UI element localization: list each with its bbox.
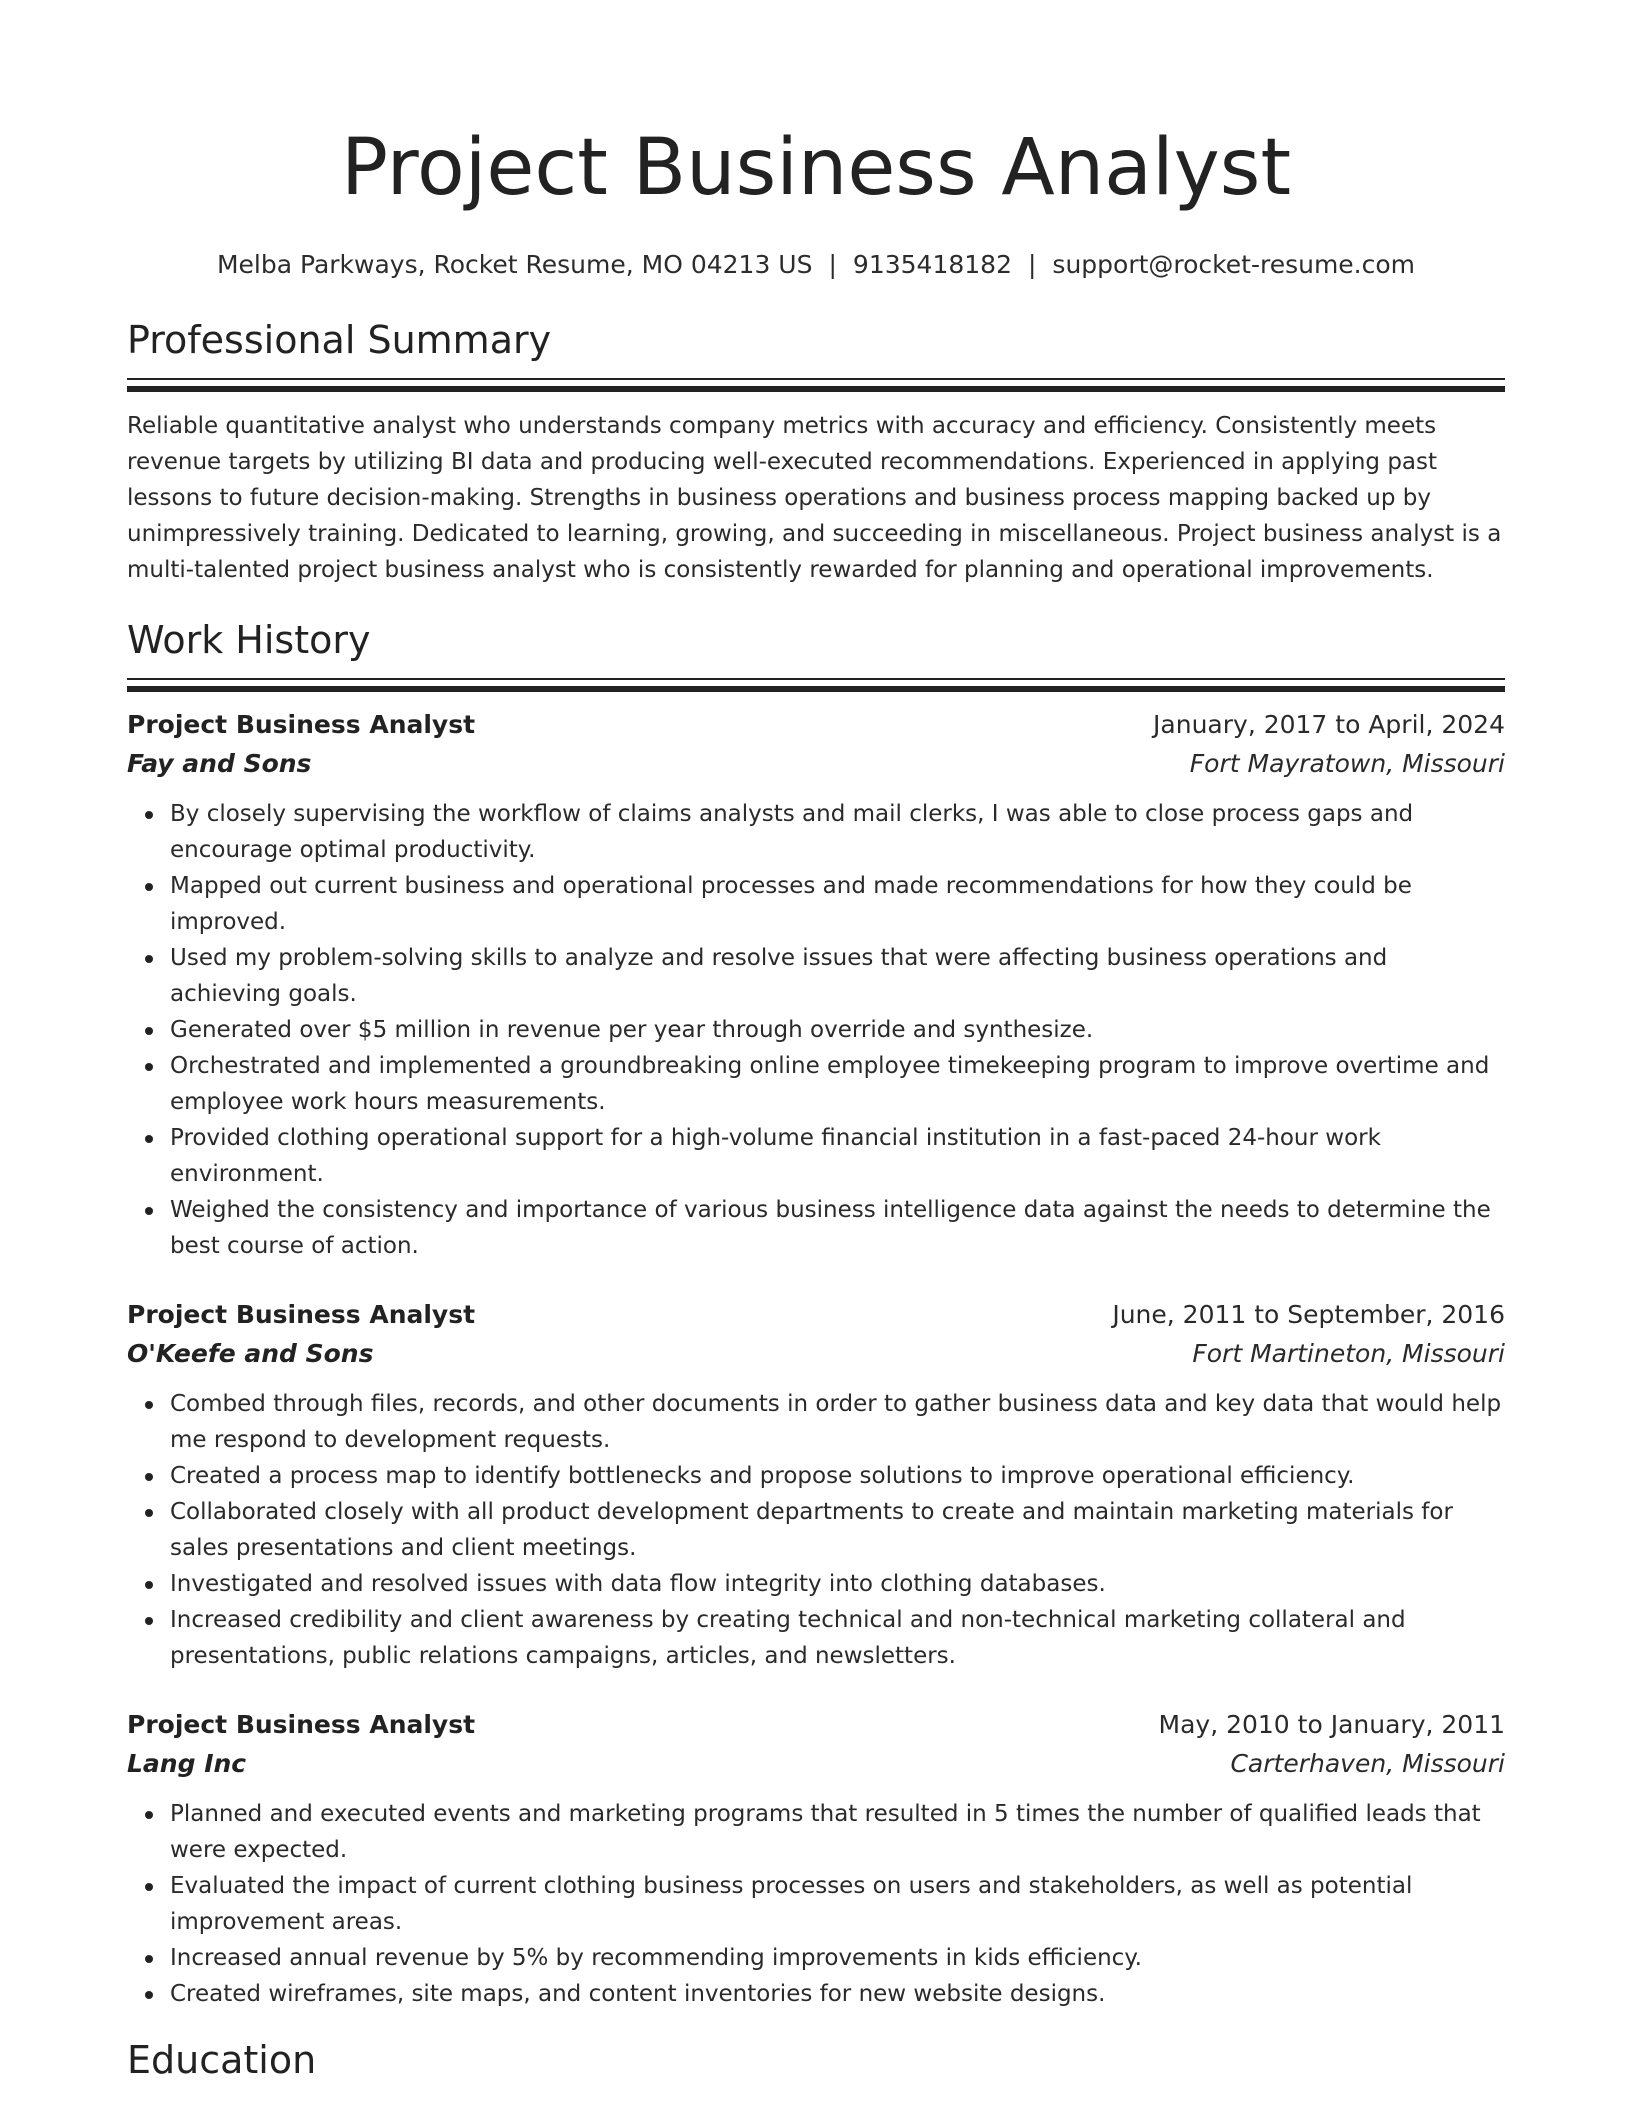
job-location: Fort Martineton, Missouri: [1192, 1339, 1505, 1368]
job-company: Lang Inc: [127, 1749, 247, 1778]
job-entry: [127, 1296, 1505, 1674]
job-location: Fort Mayratown, Missouri: [1189, 749, 1505, 778]
job-bullet: Increased credibility and client awareness by creating technical and non-technical marketing collateral and presentations, public relations campaigns, articles, and newsletters.: [170, 1602, 1505, 1674]
section-divider: [127, 678, 1505, 692]
job-bullet: Combed through files, records, and other documents in order to gather business data and key data that would help me respond to development requests.: [170, 1386, 1505, 1458]
divider-thick-line: [127, 386, 1505, 392]
divider-thick-line: [127, 686, 1505, 692]
job-company: Fay and Sons: [127, 749, 312, 778]
job-bullet: By closely supervising the workflow of claims analysts and mail clerks, I was able to close process gaps and encourage optimal productivity.: [170, 796, 1505, 868]
job-title: Project Business Analyst: [127, 1710, 476, 1739]
job-company-row: [127, 1334, 1505, 1374]
job-company-row: [127, 744, 1505, 784]
contact-email: support@rocket-resume.com: [1052, 250, 1416, 279]
job-bullet-list: [127, 1796, 1505, 2012]
job-bullet: Investigated and resolved issues with data flow integrity into clothing databases.: [170, 1566, 1505, 1602]
job-bullet-list: [127, 1386, 1505, 1674]
section-heading-work-history: Work History: [127, 618, 371, 662]
job-entry: [127, 1706, 1505, 2012]
job-company: O'Keefe and Sons: [127, 1339, 374, 1368]
job-bullet: Provided clothing operational support for a high-volume financial institution in a fast-paced 24-hour work environment.: [170, 1120, 1505, 1192]
job-bullet: Created wireframes, site maps, and content inventories for new website designs.: [170, 1976, 1505, 2012]
job-bullet: Mapped out current business and operational processes and made recommendations for how they could be improved.: [170, 868, 1505, 940]
education-section: [127, 2036, 1505, 2084]
divider-thin-line: [127, 678, 1505, 680]
contact-address: Melba Parkways, Rocket Resume, MO 04213 US: [216, 250, 813, 279]
job-bullet: Created a process map to identify bottlenecks and propose solutions to improve operational efficiency.: [170, 1458, 1505, 1494]
job-bullet: Collaborated closely with all product development departments to create and maintain marketing materials for sales presentations and client meetings.: [170, 1494, 1505, 1566]
job-location: Carterhaven, Missouri: [1230, 1749, 1505, 1778]
section-heading-summary: Professional Summary: [127, 318, 552, 362]
section-heading-education: Education: [127, 2038, 317, 2082]
job-company-row: [127, 1744, 1505, 1784]
job-dates: January, 2017 to April, 2024: [1153, 710, 1505, 739]
job-title: Project Business Analyst: [127, 1300, 476, 1329]
job-bullet-list: [127, 796, 1505, 1264]
job-dates: June, 2011 to September, 2016: [1112, 1300, 1505, 1329]
job-dates: May, 2010 to January, 2011: [1158, 1710, 1505, 1739]
job-entry: [127, 706, 1505, 1264]
professional-summary-section: [127, 316, 1505, 588]
job-bullet: Weighed the consistency and importance of various business intelligence data against the needs to determine the best course of action.: [170, 1192, 1505, 1264]
job-bullet: Evaluated the impact of current clothing business processes on users and stakeholders, as well as potential improvement areas.: [170, 1868, 1505, 1940]
contact-line: [127, 248, 1505, 282]
divider-thin-line: [127, 378, 1505, 380]
job-header-row: [127, 1706, 1505, 1744]
job-bullet: Planned and executed events and marketing programs that resulted in 5 times the number of qualified leads that were expected.: [170, 1796, 1505, 1868]
job-title: Project Business Analyst: [127, 710, 476, 739]
section-divider: [127, 378, 1505, 392]
job-header-row: [127, 1296, 1505, 1334]
work-history-section: [127, 616, 1505, 2012]
contact-phone: 9135418182: [852, 250, 1012, 279]
job-bullet: Generated over $5 million in revenue per year through override and synthesize.: [170, 1012, 1505, 1048]
contact-separator: |: [828, 250, 837, 279]
summary-text: Reliable quantitative analyst who understands company metrics with accuracy and efficiency. Consistently meets revenue targets by utilizing BI data and producing well-executed recommendations. Experienced in applying past lessons to future decision-making. Strengths in business operations and business process mapping backed up by unimpressively training. Dedicated to learning, growing, and succeeding in miscellaneous. Project business analyst is a multi-talented project business analyst who is consistently rewarded for planning and operational improvements.: [127, 413, 1502, 583]
job-bullet: Used my problem-solving skills to analyze and resolve issues that were affecting business operations and achieving goals.: [170, 940, 1505, 1012]
resume-title: Project Business Analyst: [340, 123, 1292, 213]
contact-separator: |: [1027, 250, 1037, 279]
job-header-row: [127, 706, 1505, 744]
job-bullet: Increased annual revenue by 5% by recommending improvements in kids efficiency.: [170, 1940, 1505, 1976]
job-bullet: Orchestrated and implemented a groundbreaking online employee timekeeping program to improve overtime and employee work hours measurements.: [170, 1048, 1505, 1120]
